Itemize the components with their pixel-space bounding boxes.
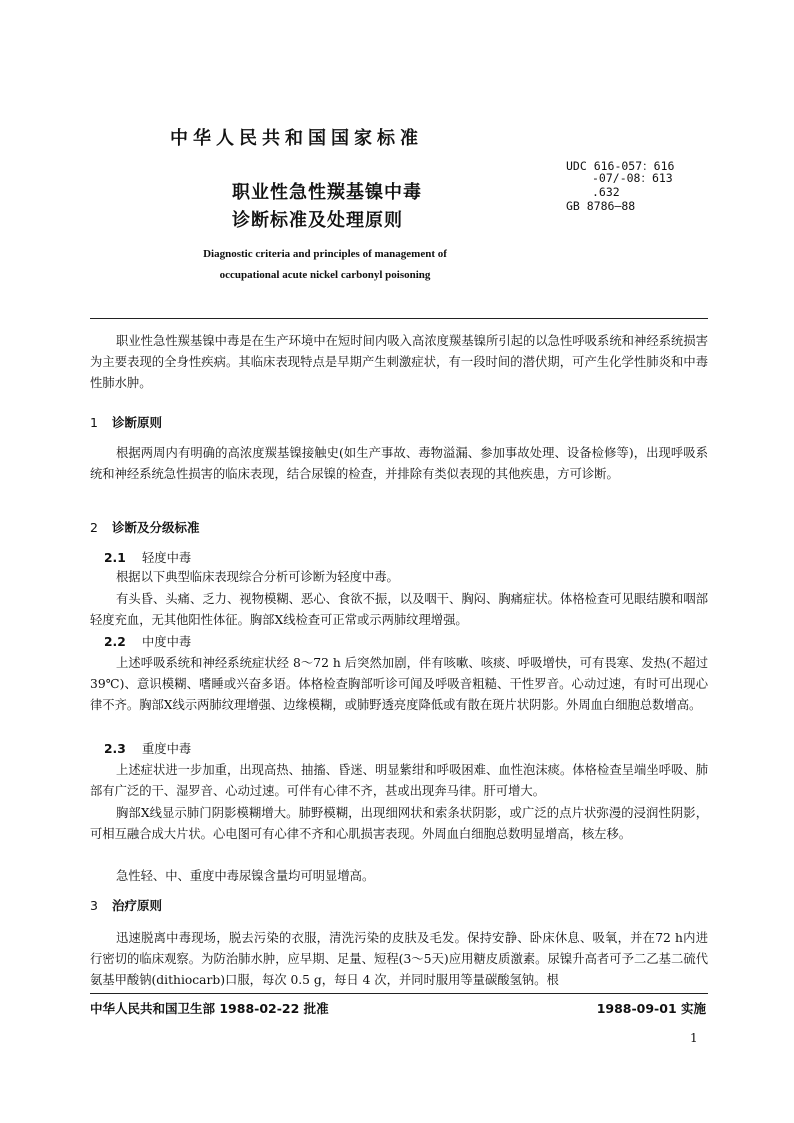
section-3-number: 3 xyxy=(90,898,98,913)
gb-code: GB 8786—88 xyxy=(566,199,636,213)
section-3-text: 迅速脱离中毒现场，脱去污染的衣服，清洗污染的皮肤及毛发。保持安静、卧床休息、吸氧，并在72 h内进行密切的临床观察。为防治肺水肿，应早期、足量、短程(3～5天)应用糖皮质激素。尿镍升高者可予二乙基二硫代氨基甲酸钠(dithiocarb)口服，每次 0.5 g，每日 4 次，并同时服用等量碳酸氢钠。根 xyxy=(90,931,708,987)
udc-line2: -07/-08：613 xyxy=(592,171,673,185)
section-2-title: 诊断及分级标准 xyxy=(112,520,200,535)
subsection-2-1-paragraph-1: 根据以下典型临床表现综合分析可诊断为轻度中毒。 xyxy=(116,570,399,584)
subsection-2-3-title: 重度中毒 xyxy=(142,742,192,756)
subsection-2-1-title: 轻度中毒 xyxy=(142,551,192,565)
subsection-2-1-heading xyxy=(104,548,191,566)
subsection-2-2-heading xyxy=(104,632,191,650)
subsection-2-3-paragraph-3: 急性轻、中、重度中毒尿镍含量均可明显增高。 xyxy=(116,869,375,883)
udc-line1: UDC 616-057：616 xyxy=(566,159,675,173)
section-2-number: 2 xyxy=(90,520,98,535)
standard-title: 中华人民共和国国家标准 xyxy=(170,128,423,149)
section-1-number: 1 xyxy=(90,415,98,430)
section-1-heading xyxy=(90,413,162,431)
subsection-2-3-heading xyxy=(104,739,191,757)
udc-line3: .632 xyxy=(592,185,620,199)
section-2-heading xyxy=(90,518,200,536)
footer-rule xyxy=(90,993,708,994)
subsection-2-2-title: 中度中毒 xyxy=(142,635,192,649)
section-1-title: 诊断原则 xyxy=(112,415,163,430)
subsection-2-3-paragraph-1: 上述症状进一步加重，出现高热、抽搐、昏迷、明显紫绀和呼吸困难、血性泡沫痰。体格检查呈端坐呼吸、肺部有广泛的干、湿罗音、心动过速。可伴有心律不齐，甚或出现奔马律。肝可增大。 xyxy=(90,763,708,798)
subsection-2-2-paragraph-1: 上述呼吸系统和神经系统症状经 8～72 h 后突然加剧，伴有咳嗽、咳痰、呼吸增快，可有畏寒、发热(不超过 39℃)、意识模糊、嗜睡或兴奋多语。体格检查胸部听诊可闻及呼吸音粗糙、干性罗音。心动过速，有时可出现心律不齐。胸部X线示两肺纹理增强、边缘模糊，或肺野透亮度降低或有散在斑片状阴影。外周血白细胞总数增高。 xyxy=(90,656,708,712)
intro-paragraph: 职业性急性羰基镍中毒是在生产环境中在短时间内吸入高浓度羰基镍所引起的以急性呼吸系统和神经系统损害为主要表现的全身性疾病。其临床表现特点是早期产生刺激症状，有一段时间的潜伏期，可产生化学性肺炎和中毒性肺水肿。 xyxy=(90,334,708,390)
subsection-2-3-paragraph-2: 胸部X线显示肺门阴影模糊增大。肺野模糊，出现细网状和索条状阴影，或广泛的点片状弥漫的浸润性阴影，可相互融合成大片状。心电图可有心律不齐和心肌损害表现。外周血白细胞总数明显增高，核左移。 xyxy=(90,806,708,841)
header-rule xyxy=(90,318,708,319)
subsection-2-2-number: 2.2 xyxy=(104,635,126,649)
effective-date: 1988-09-01 实施 xyxy=(596,1001,706,1016)
approval-line: 中华人民共和国卫生部 1988-02-22 批准 xyxy=(90,1001,329,1016)
page-number: 1 xyxy=(690,1031,698,1045)
document-title-line1: 职业性急性羰基镍中毒 xyxy=(232,182,422,203)
section-3-heading xyxy=(90,896,162,914)
subsection-2-3-number: 2.3 xyxy=(104,742,126,756)
section-3-title: 治疗原则 xyxy=(112,898,163,913)
section-1-text: 根据两周内有明确的高浓度羰基镍接触史(如生产事故、毒物溢漏、参加事故处理、设备检修等)，出现呼吸系统和神经系统急性损害的临床表现，结合尿镍的检查，并排除有类似表现的其他疾患，方可诊断。 xyxy=(90,446,708,481)
subsection-2-1-number: 2.1 xyxy=(104,551,126,565)
english-title-line1: Diagnostic criteria and principles of management of xyxy=(203,248,447,260)
document-title-line2: 诊断标准及处理原则 xyxy=(232,210,403,231)
english-title-line2: occupational acute nickel carbonyl poisoning xyxy=(219,269,431,281)
subsection-2-1-paragraph-2: 有头昏、头痛、乏力、视物模糊、恶心、食欲不振，以及咽干、胸闷、胸痛症状。体格检查可见眼结膜和咽部轻度充血，无其他阳性体征。胸部X线检查可正常或示两肺纹理增强。 xyxy=(90,592,708,627)
